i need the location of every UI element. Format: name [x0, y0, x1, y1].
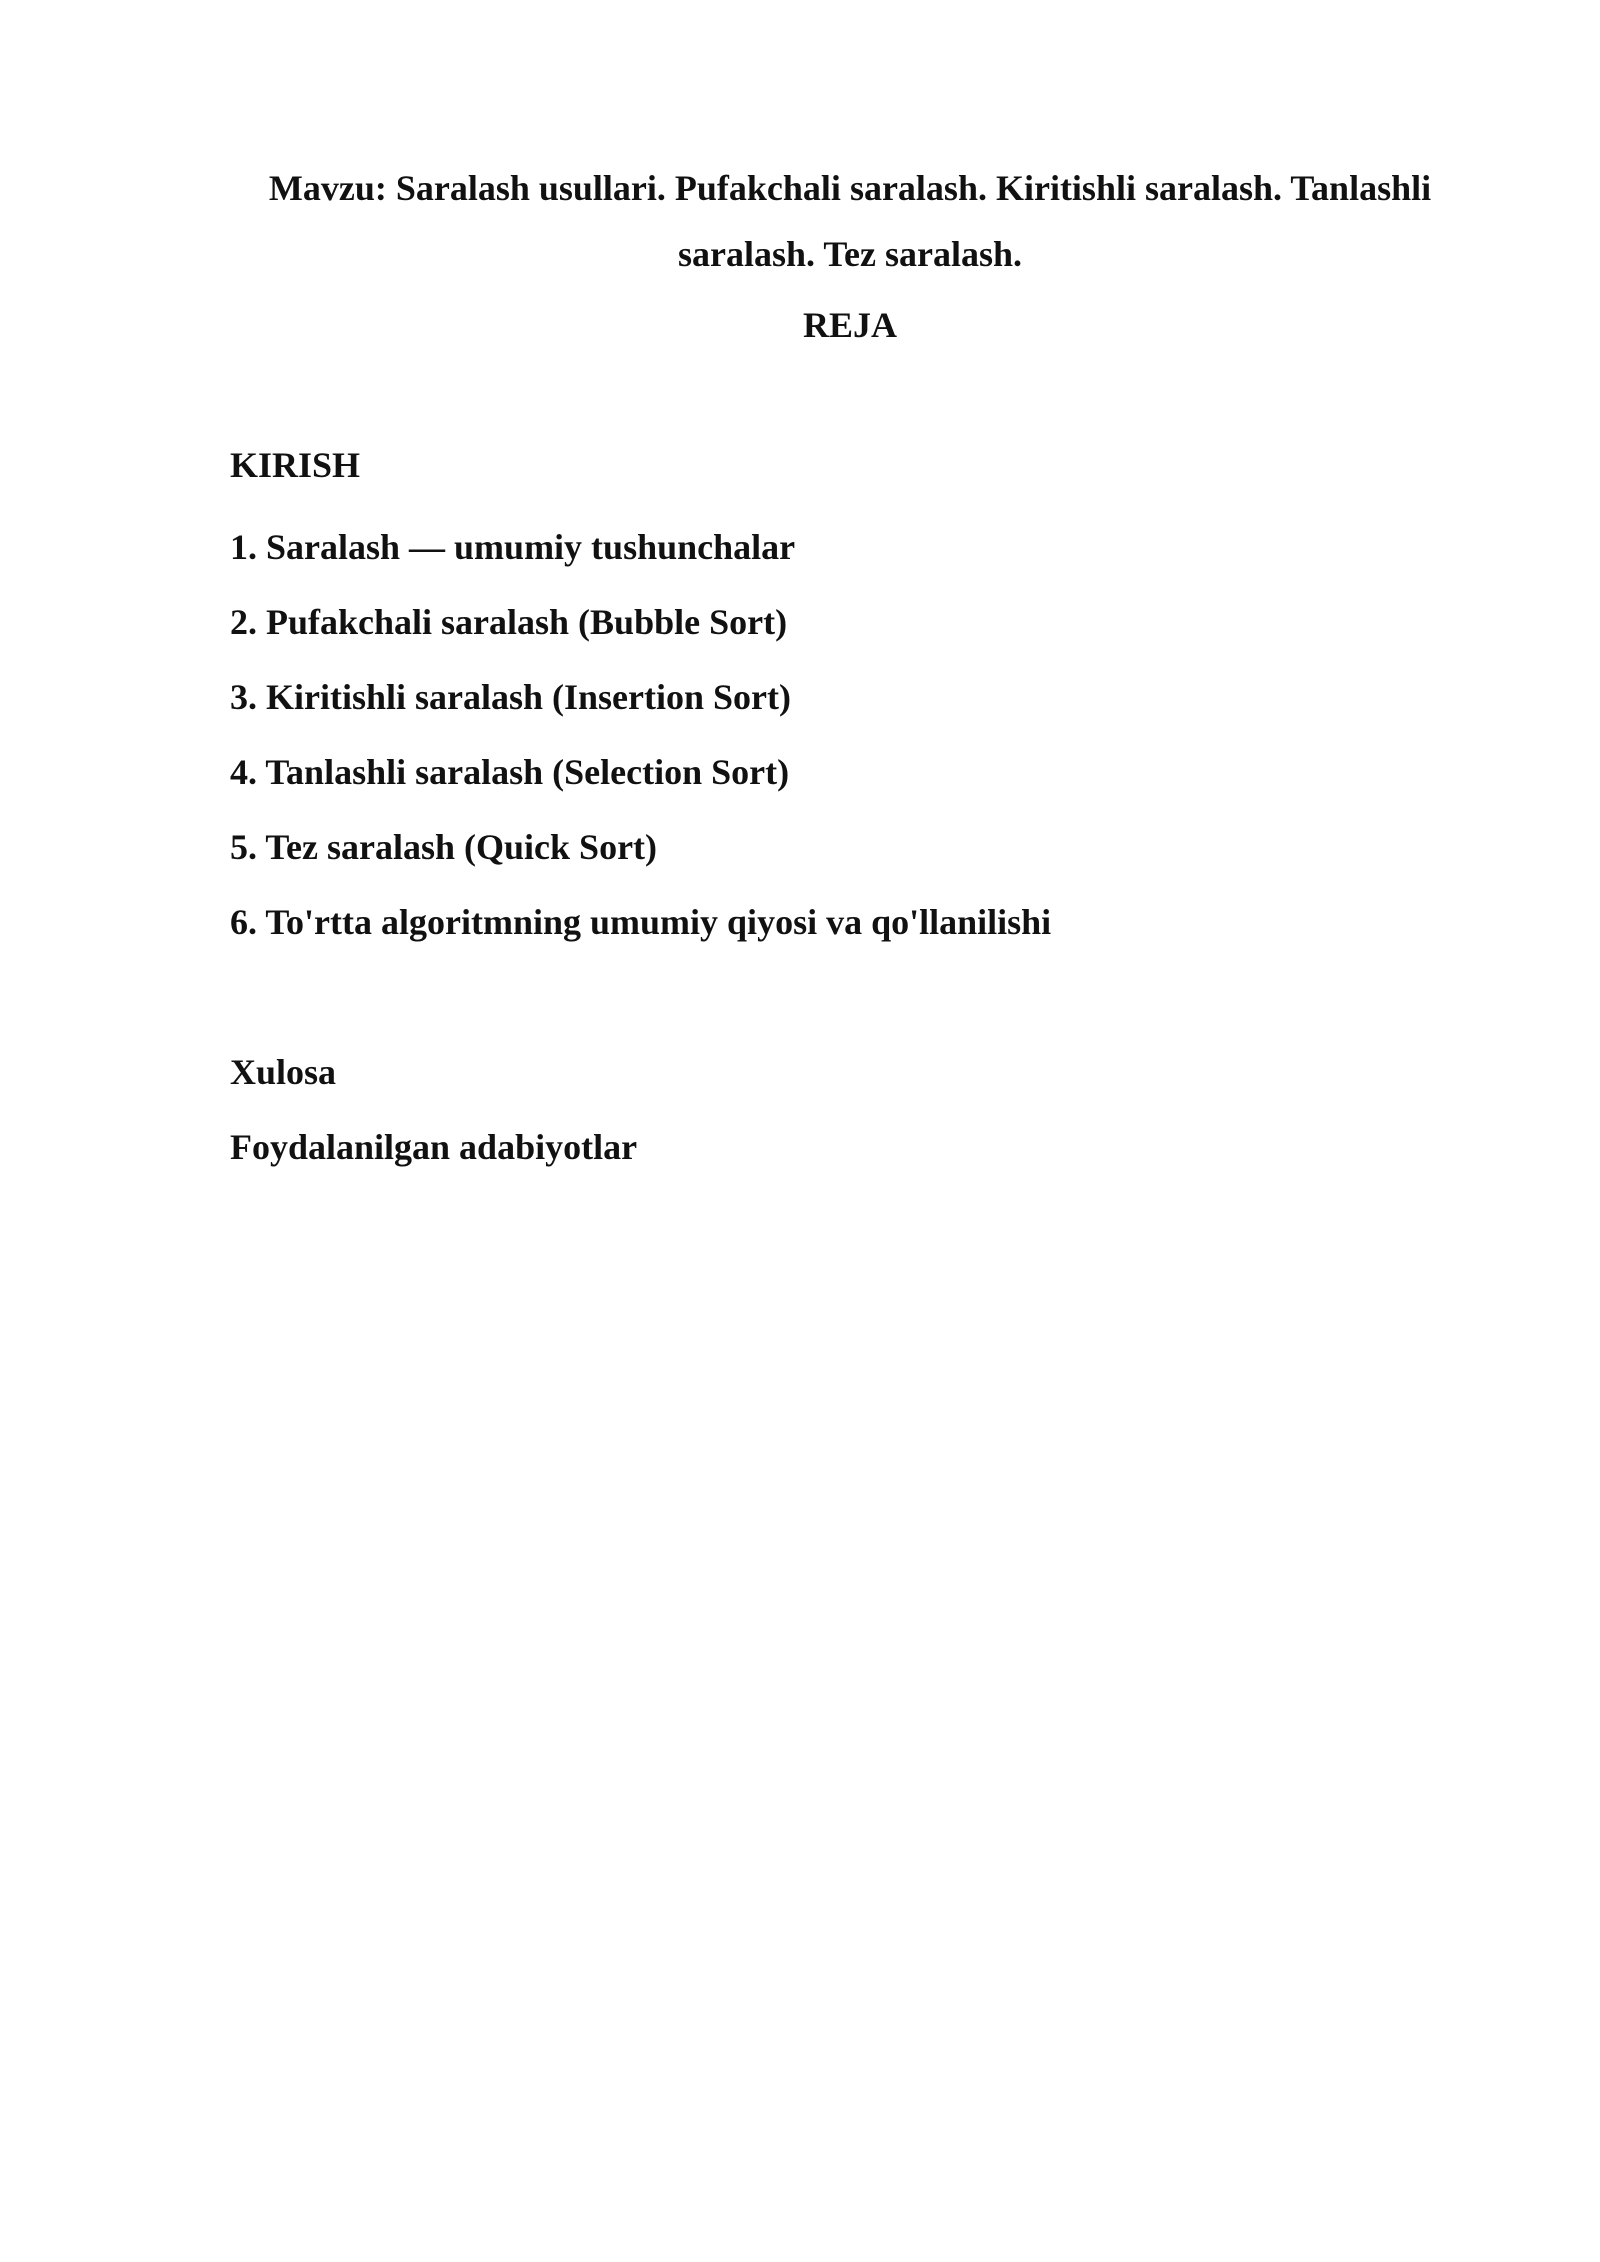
conclusion-heading: Xulosa [230, 1052, 337, 1092]
plan-item-5: 5. Tez saralash (Quick Sort) [230, 827, 658, 867]
plan-item-2: 2. Pufakchali saralash (Bubble Sort) [230, 602, 788, 642]
intro-heading: KIRISH [230, 445, 361, 485]
references-heading: Foydalanilgan adabiyotlar [230, 1127, 638, 1167]
document-title: Mavzu: Saralash usullari. Pufakchali saralash. Kiritishli saralash. Tanlashli saralash. Tez saralash. [268, 168, 1432, 274]
plan-item-6: 6. To'rtta algoritmning umumiy qiyosi va qo'llanilishi [230, 902, 1052, 942]
plan-item-1: 1. Saralash — umumiy tushunchalar [230, 527, 796, 567]
plan-item-3: 3. Kiritishli saralash (Insertion Sort) [230, 677, 792, 717]
plan-item-4: 4. Tanlashli saralash (Selection Sort) [230, 752, 790, 792]
plan-heading: REJA [802, 305, 897, 345]
